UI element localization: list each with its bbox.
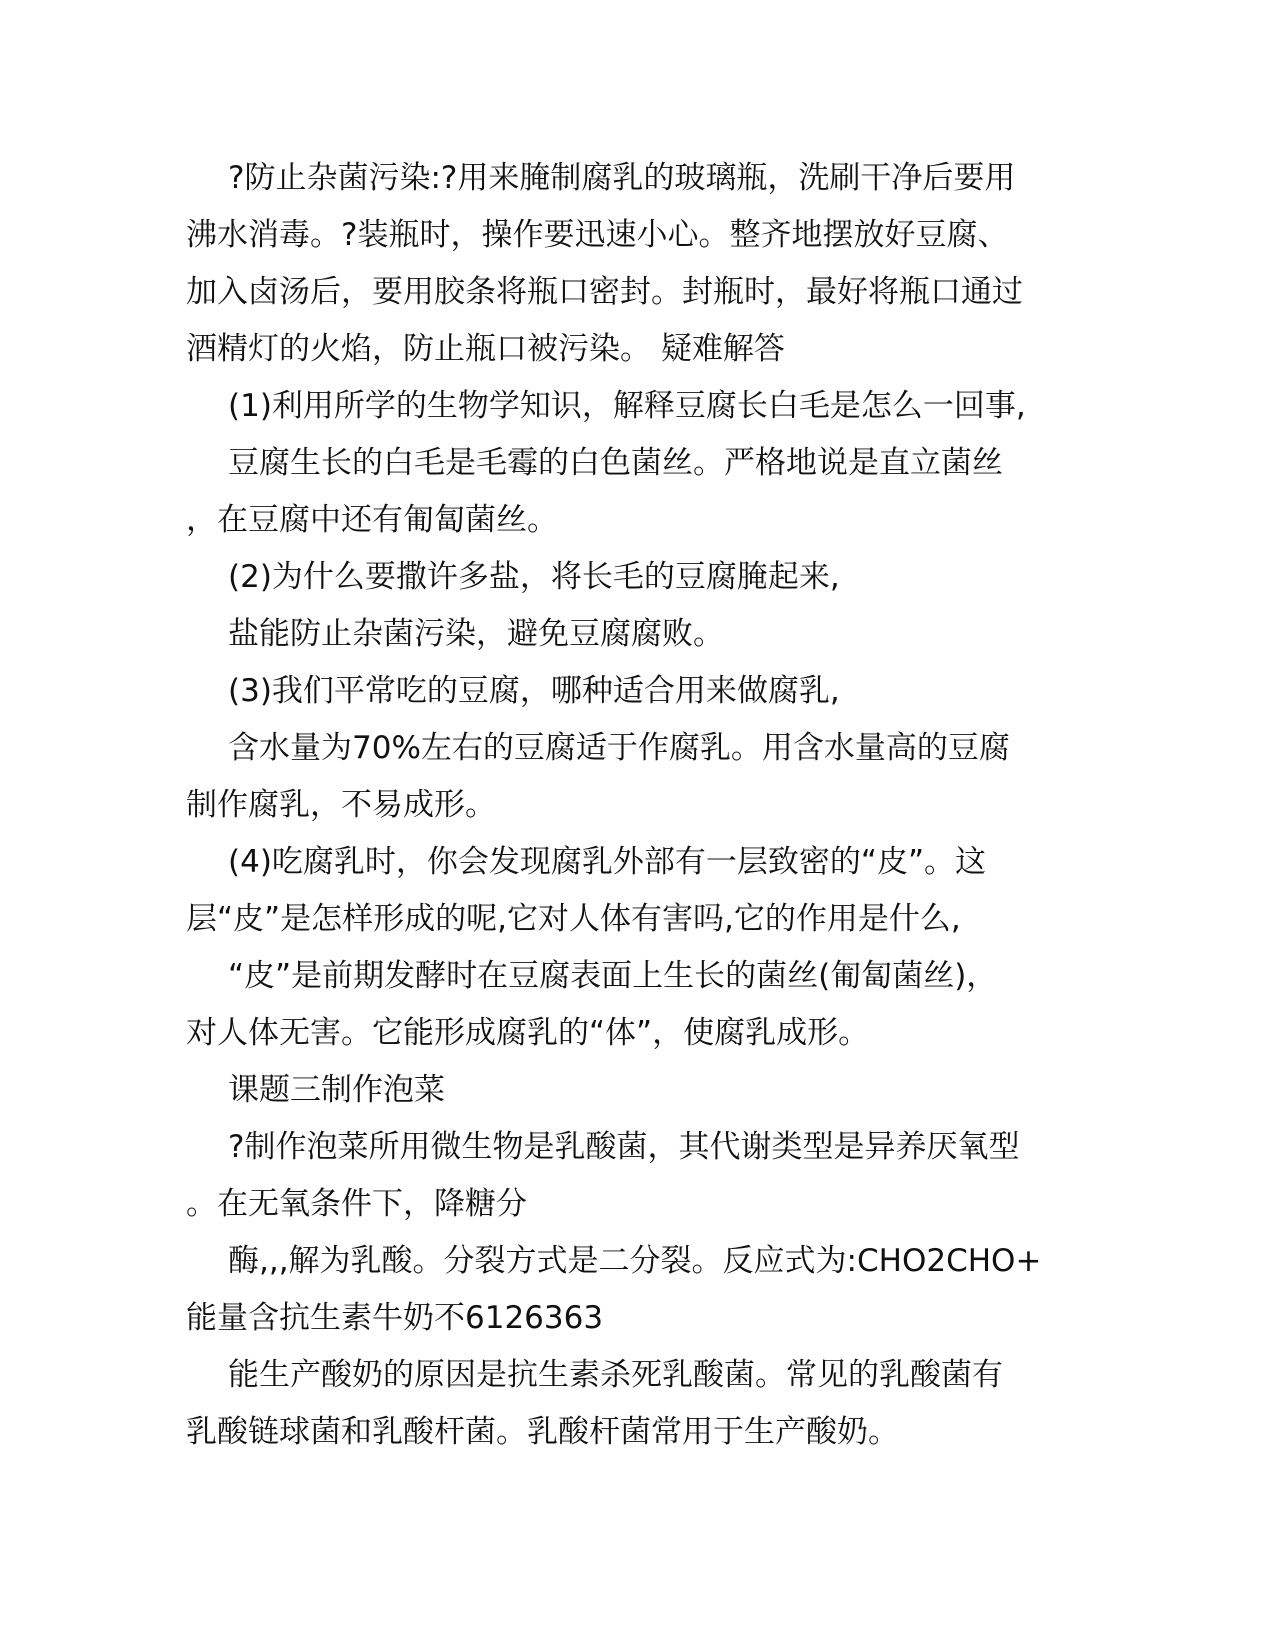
question-line: 层“皮”是怎样形成的呢,它对人体有害吗,它的作用是什么, <box>186 901 961 937</box>
question-line: (3)我们平常吃的豆腐，哪种适合用来做腐乳, <box>228 673 840 709</box>
question-line: (2)为什么要撒许多盐，将长毛的豆腐腌起来, <box>228 559 840 595</box>
answer-line: ，在豆腐中还有匍匐菌丝。 <box>186 502 558 538</box>
text-line: 酒精灯的火焰，防止瓶口被污染。 疑难解答 <box>186 331 785 367</box>
question-line: (1)利用所学的生物学知识，解释豆腐长白毛是怎么一回事, <box>228 388 1026 424</box>
text-line: 加入卤汤后，要用胶条将瓶口密封。封瓶时，最好将瓶口通过 <box>186 274 1023 310</box>
text-line: 能量含抗生素牛奶不6126363 <box>186 1300 604 1336</box>
text-line: ?制作泡菜所用微生物是乳酸菌，其代谢类型是异养厌氧型 <box>228 1129 1020 1165</box>
text-line: 能生产酸奶的原因是抗生素杀死乳酸菌。常见的乳酸菌有 <box>228 1357 1003 1393</box>
text-line: 沸水消毒。?装瓶时，操作要迅速小心。整齐地摆放好豆腐、 <box>186 217 1009 253</box>
answer-line: 制作腐乳，不易成形。 <box>186 787 496 823</box>
answer-line: 对人体无害。它能形成腐乳的“体”，使腐乳成形。 <box>186 1015 870 1051</box>
body-text <box>186 150 1086 1461</box>
section-heading: 课题三制作泡菜 <box>228 1072 445 1108</box>
answer-line: “皮”是前期发酵时在豆腐表面上生长的菌丝(匍匐菌丝)， <box>228 958 998 994</box>
question-line: (4)吃腐乳时，你会发现腐乳外部有一层致密的“皮”。这 <box>228 844 987 880</box>
answer-line: 豆腐生长的白毛是毛霉的白色菌丝。严格地说是直立菌丝 <box>228 445 1003 481</box>
text-line: 酶,,,解为乳酸。分裂方式是二分裂。反应式为:CHO2CHO+ <box>228 1243 1042 1279</box>
text-line: 乳酸链球菌和乳酸杆菌。乳酸杆菌常用于生产酸奶。 <box>186 1414 899 1450</box>
text-line: 。在无氧条件下，降糖分 <box>186 1186 527 1222</box>
text-line: ?防止杂菌污染:?用来腌制腐乳的玻璃瓶，洗刷干净后要用 <box>228 160 1016 196</box>
answer-line: 含水量为70%左右的豆腐适于作腐乳。用含水量高的豆腐 <box>228 730 1010 766</box>
answer-line: 盐能防止杂菌污染，避免豆腐腐败。 <box>228 616 724 652</box>
